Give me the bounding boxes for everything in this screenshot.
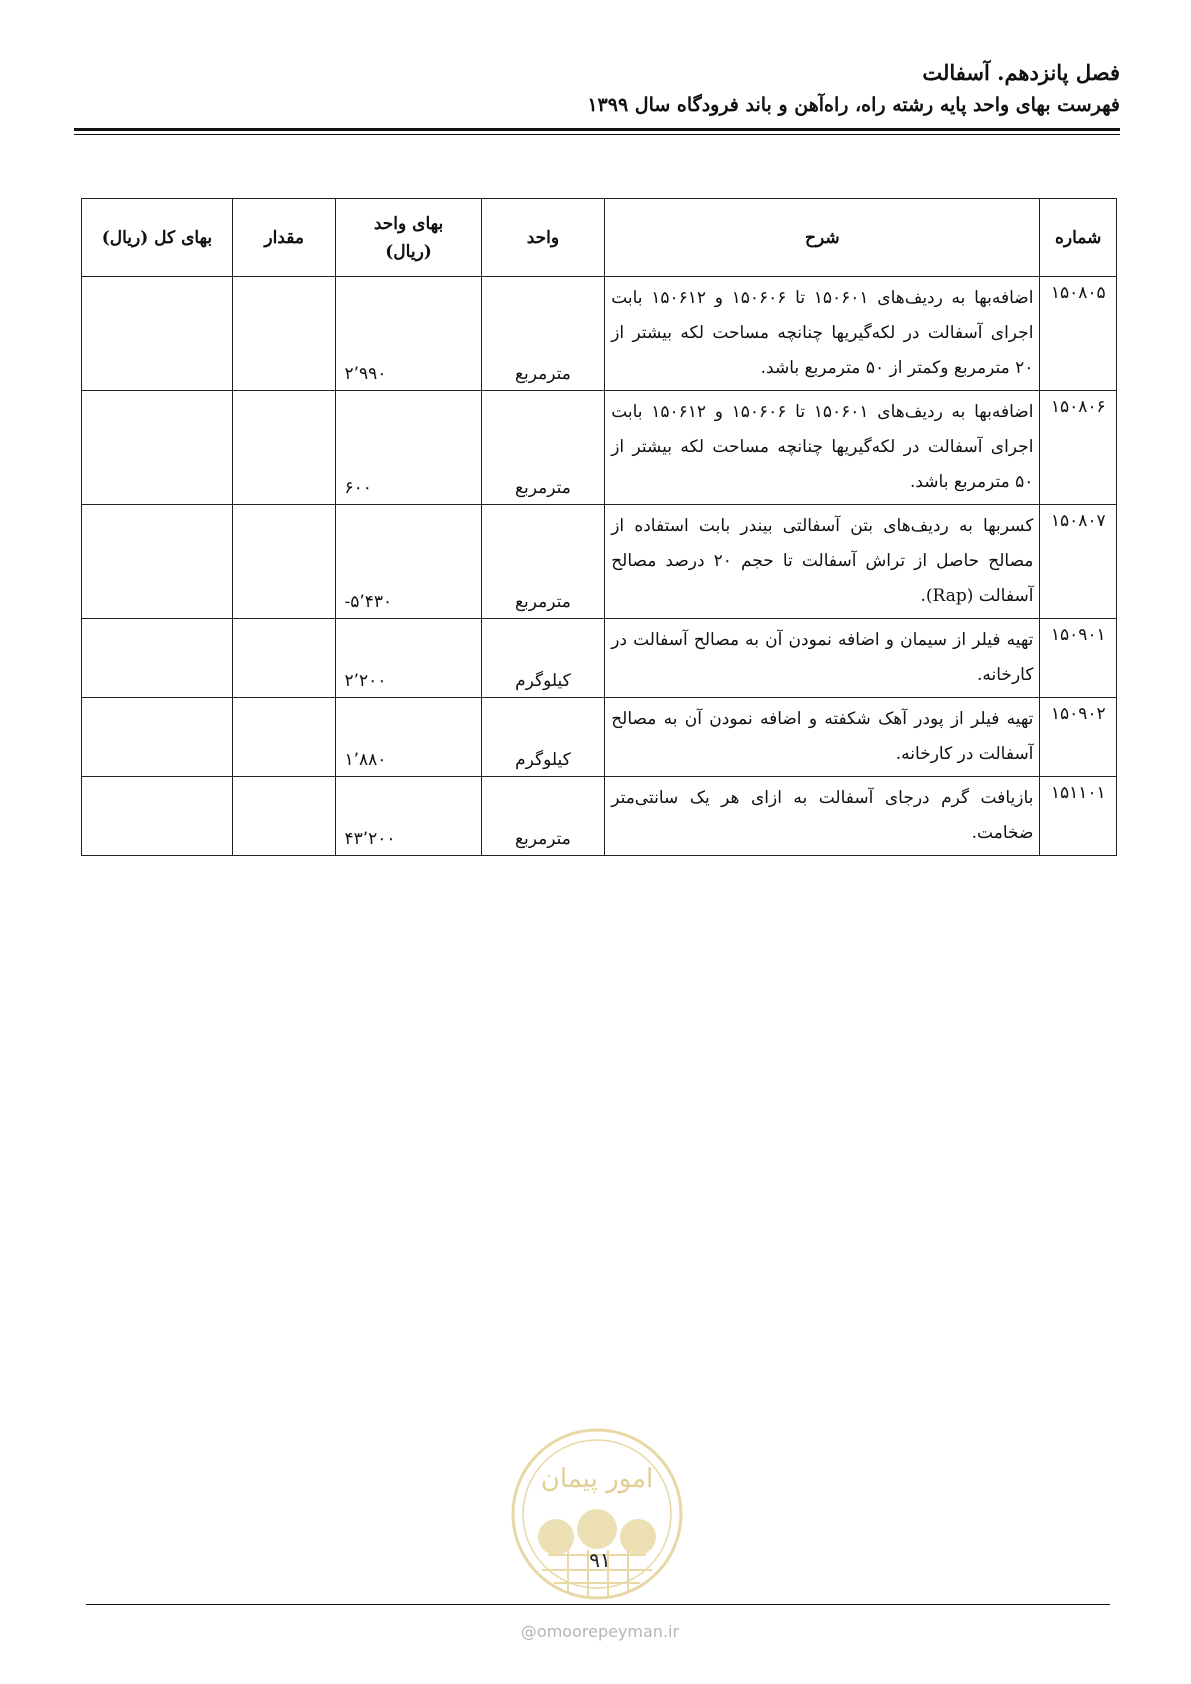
watermark-url: @omoorepeyman.ir	[520, 1622, 680, 1641]
row-description: بازیافت گرم درجای آسفالت به ازای هر یک سانتی‌متر ضخامت.	[605, 777, 1040, 856]
table-row	[82, 698, 1117, 777]
row-unit-price: -۵٬۴۳۰	[336, 505, 481, 619]
row-unit: مترمربع	[481, 277, 605, 391]
column-header-quantity: مقدار	[232, 199, 336, 277]
table-row	[82, 391, 1117, 505]
column-header-number: شماره	[1040, 199, 1117, 277]
row-unit: مترمربع	[481, 505, 605, 619]
row-unit: مترمربع	[481, 391, 605, 505]
page-header	[74, 58, 1120, 120]
row-total	[82, 391, 233, 505]
row-unit: کیلوگرم	[481, 698, 605, 777]
header-rule-thin	[74, 134, 1120, 135]
table-header-row	[82, 199, 1117, 277]
unit-price-header-line2: (ریال)	[385, 241, 432, 262]
table-row	[82, 505, 1117, 619]
column-header-total: بهای کل (ریال)	[82, 199, 233, 277]
table-row	[82, 277, 1117, 391]
row-quantity	[232, 777, 336, 856]
row-total	[82, 777, 233, 856]
row-unit-price: ۲٬۲۰۰	[336, 619, 481, 698]
row-number: ۱۵۰۸۰۷	[1040, 505, 1117, 619]
page-number: ۹۱	[589, 1548, 611, 1572]
row-unit-price: ۴۳٬۲۰۰	[336, 777, 481, 856]
row-unit-price: ۱٬۸۸۰	[336, 698, 481, 777]
row-quantity	[232, 619, 336, 698]
column-header-unit-price	[336, 199, 481, 277]
unit-price-header-line1: بهای واحد	[373, 213, 444, 234]
row-unit-price: ۲٬۹۹۰	[336, 277, 481, 391]
row-unit-price: ۶۰۰	[336, 391, 481, 505]
row-description: تهیه فیلر از پودر آهک شکفته و اضافه نمودن آن به مصالح آسفالت در کارخانه.	[605, 698, 1040, 777]
row-total	[82, 698, 233, 777]
row-quantity	[232, 277, 336, 391]
row-description: اضافه‌بها به ردیف‌های ۱۵۰۶۰۱ تا ۱۵۰۶۰۶ و ۱۵۰۶۱۲ بابت اجرای آسفالت در لکه‌گیریها چنانچه مساحت لکه بیشتر از ۵۰ مترمربع باشد.	[605, 391, 1040, 505]
row-quantity	[232, 391, 336, 505]
row-description: کسربها به ردیف‌های بتن آسفالتی بیندر بابت استفاده از مصالح حاصل از تراش آسفالت تا حجم ۲۰ درصد مصالح آسفالت (Rap).	[605, 505, 1040, 619]
row-description: تهیه فیلر از سیمان و اضافه نمودن آن به مصالح آسفالت در کارخانه.	[605, 619, 1040, 698]
row-number: ۱۵۰۸۰۵	[1040, 277, 1117, 391]
row-total	[82, 505, 233, 619]
table-row	[82, 777, 1117, 856]
row-number: ۱۵۰۹۰۲	[1040, 698, 1117, 777]
row-description: اضافه‌بها به ردیف‌های ۱۵۰۶۰۱ تا ۱۵۰۶۰۶ و ۱۵۰۶۱۲ بابت اجرای آسفالت در لکه‌گیریها چنانچه مساحت لکه بیشتر از ۲۰ مترمربع وکمتر از ۵۰ مترمربع باشد.	[605, 277, 1040, 391]
row-number: ۱۵۱۱۰۱	[1040, 777, 1117, 856]
row-total	[82, 619, 233, 698]
watermark-seal-logo	[508, 1425, 686, 1603]
column-header-unit: واحد	[481, 199, 605, 277]
footer-rule	[86, 1604, 1110, 1605]
row-quantity	[232, 698, 336, 777]
row-number: ۱۵۰۸۰۶	[1040, 391, 1117, 505]
seal-lettering: امور پیمان	[540, 1464, 654, 1494]
row-total	[82, 277, 233, 391]
row-unit: کیلوگرم	[481, 619, 605, 698]
price-list-table	[81, 198, 1117, 856]
document-title: فهرست بهای واحد پایه رشته راه، راه‌آهن و باند فرودگاه سال ۱۳۹۹	[587, 94, 1120, 116]
row-number: ۱۵۰۹۰۱	[1040, 619, 1117, 698]
row-quantity	[232, 505, 336, 619]
chapter-title: فصل پانزدهم. آسفالت	[922, 60, 1120, 85]
row-unit: مترمربع	[481, 777, 605, 856]
column-header-description: شرح	[605, 199, 1040, 277]
table-row	[82, 619, 1117, 698]
header-rule-thick	[74, 128, 1120, 131]
